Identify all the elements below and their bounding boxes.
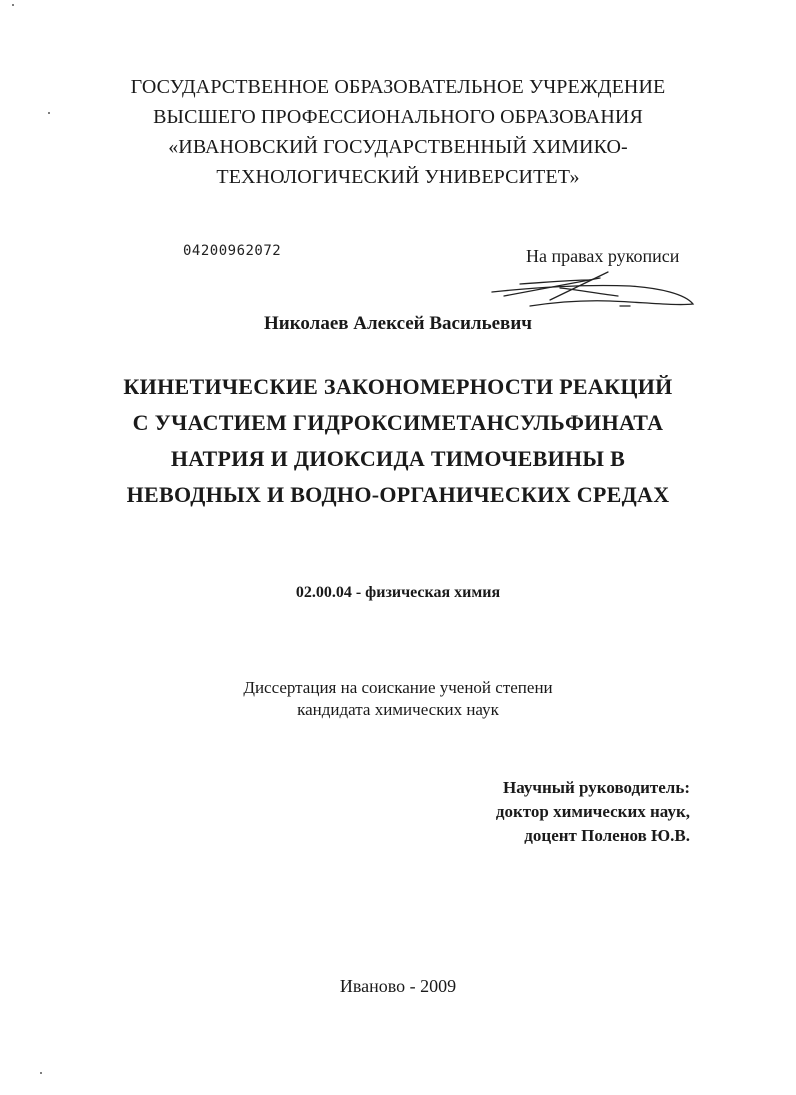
- title-line: НЕВОДНЫХ И ВОДНО-ОРГАНИЧЕСКИХ СРЕДАХ: [126, 482, 670, 507]
- degree-line: Диссертация на соискание ученой степени: [243, 678, 553, 697]
- city-year: Иваново - 2009: [339, 976, 457, 996]
- dissertation-title: [0, 369, 796, 513]
- catalog-code: 04200962072: [183, 243, 282, 259]
- institution-line: ГОСУДАРСТВЕННОЕ ОБРАЗОВАТЕЛЬНОЕ УЧРЕЖДЕНИЕ: [130, 76, 666, 98]
- author-name: Николаев Алексей Васильевич: [264, 313, 532, 334]
- manuscript-rights: На правах рукописи: [526, 246, 680, 266]
- scan-speck: [12, 4, 14, 6]
- scan-speck: [48, 112, 50, 114]
- institution-header: [0, 72, 796, 192]
- institution-line: «ИВАНОВСКИЙ ГОСУДАРСТВЕННЫЙ ХИМИКО-: [168, 136, 628, 158]
- title-line: КИНЕТИЧЕСКИЕ ЗАКОНОМЕРНОСТИ РЕАКЦИЙ: [123, 374, 673, 399]
- degree-line: кандидата химических наук: [297, 700, 499, 719]
- institution-line: ВЫСШЕГО ПРОФЕССИОНАЛЬНОГО ОБРАЗОВАНИЯ: [153, 106, 643, 128]
- handwritten-signature: [490, 266, 700, 316]
- title-line: НАТРИЯ И ДИОКСИДА ТИМОЧЕВИНЫ В: [170, 446, 626, 471]
- supervisor-line: Научный руководитель:: [503, 778, 690, 797]
- title-line: С УЧАСТИЕМ ГИДРОКСИМЕТАНСУЛЬФИНАТА: [132, 410, 664, 435]
- supervisor-line: доцент Поленов Ю.В.: [524, 826, 690, 845]
- institution-line: ТЕХНОЛОГИЧЕСКИЙ УНИВЕРСИТЕТ»: [216, 166, 580, 188]
- specialty-code: 02.00.04 - физическая химия: [295, 584, 501, 601]
- supervisor-block: [496, 776, 690, 848]
- supervisor-line: доктор химических наук,: [495, 802, 690, 821]
- scan-speck: [40, 1072, 42, 1074]
- degree-statement: [0, 677, 796, 721]
